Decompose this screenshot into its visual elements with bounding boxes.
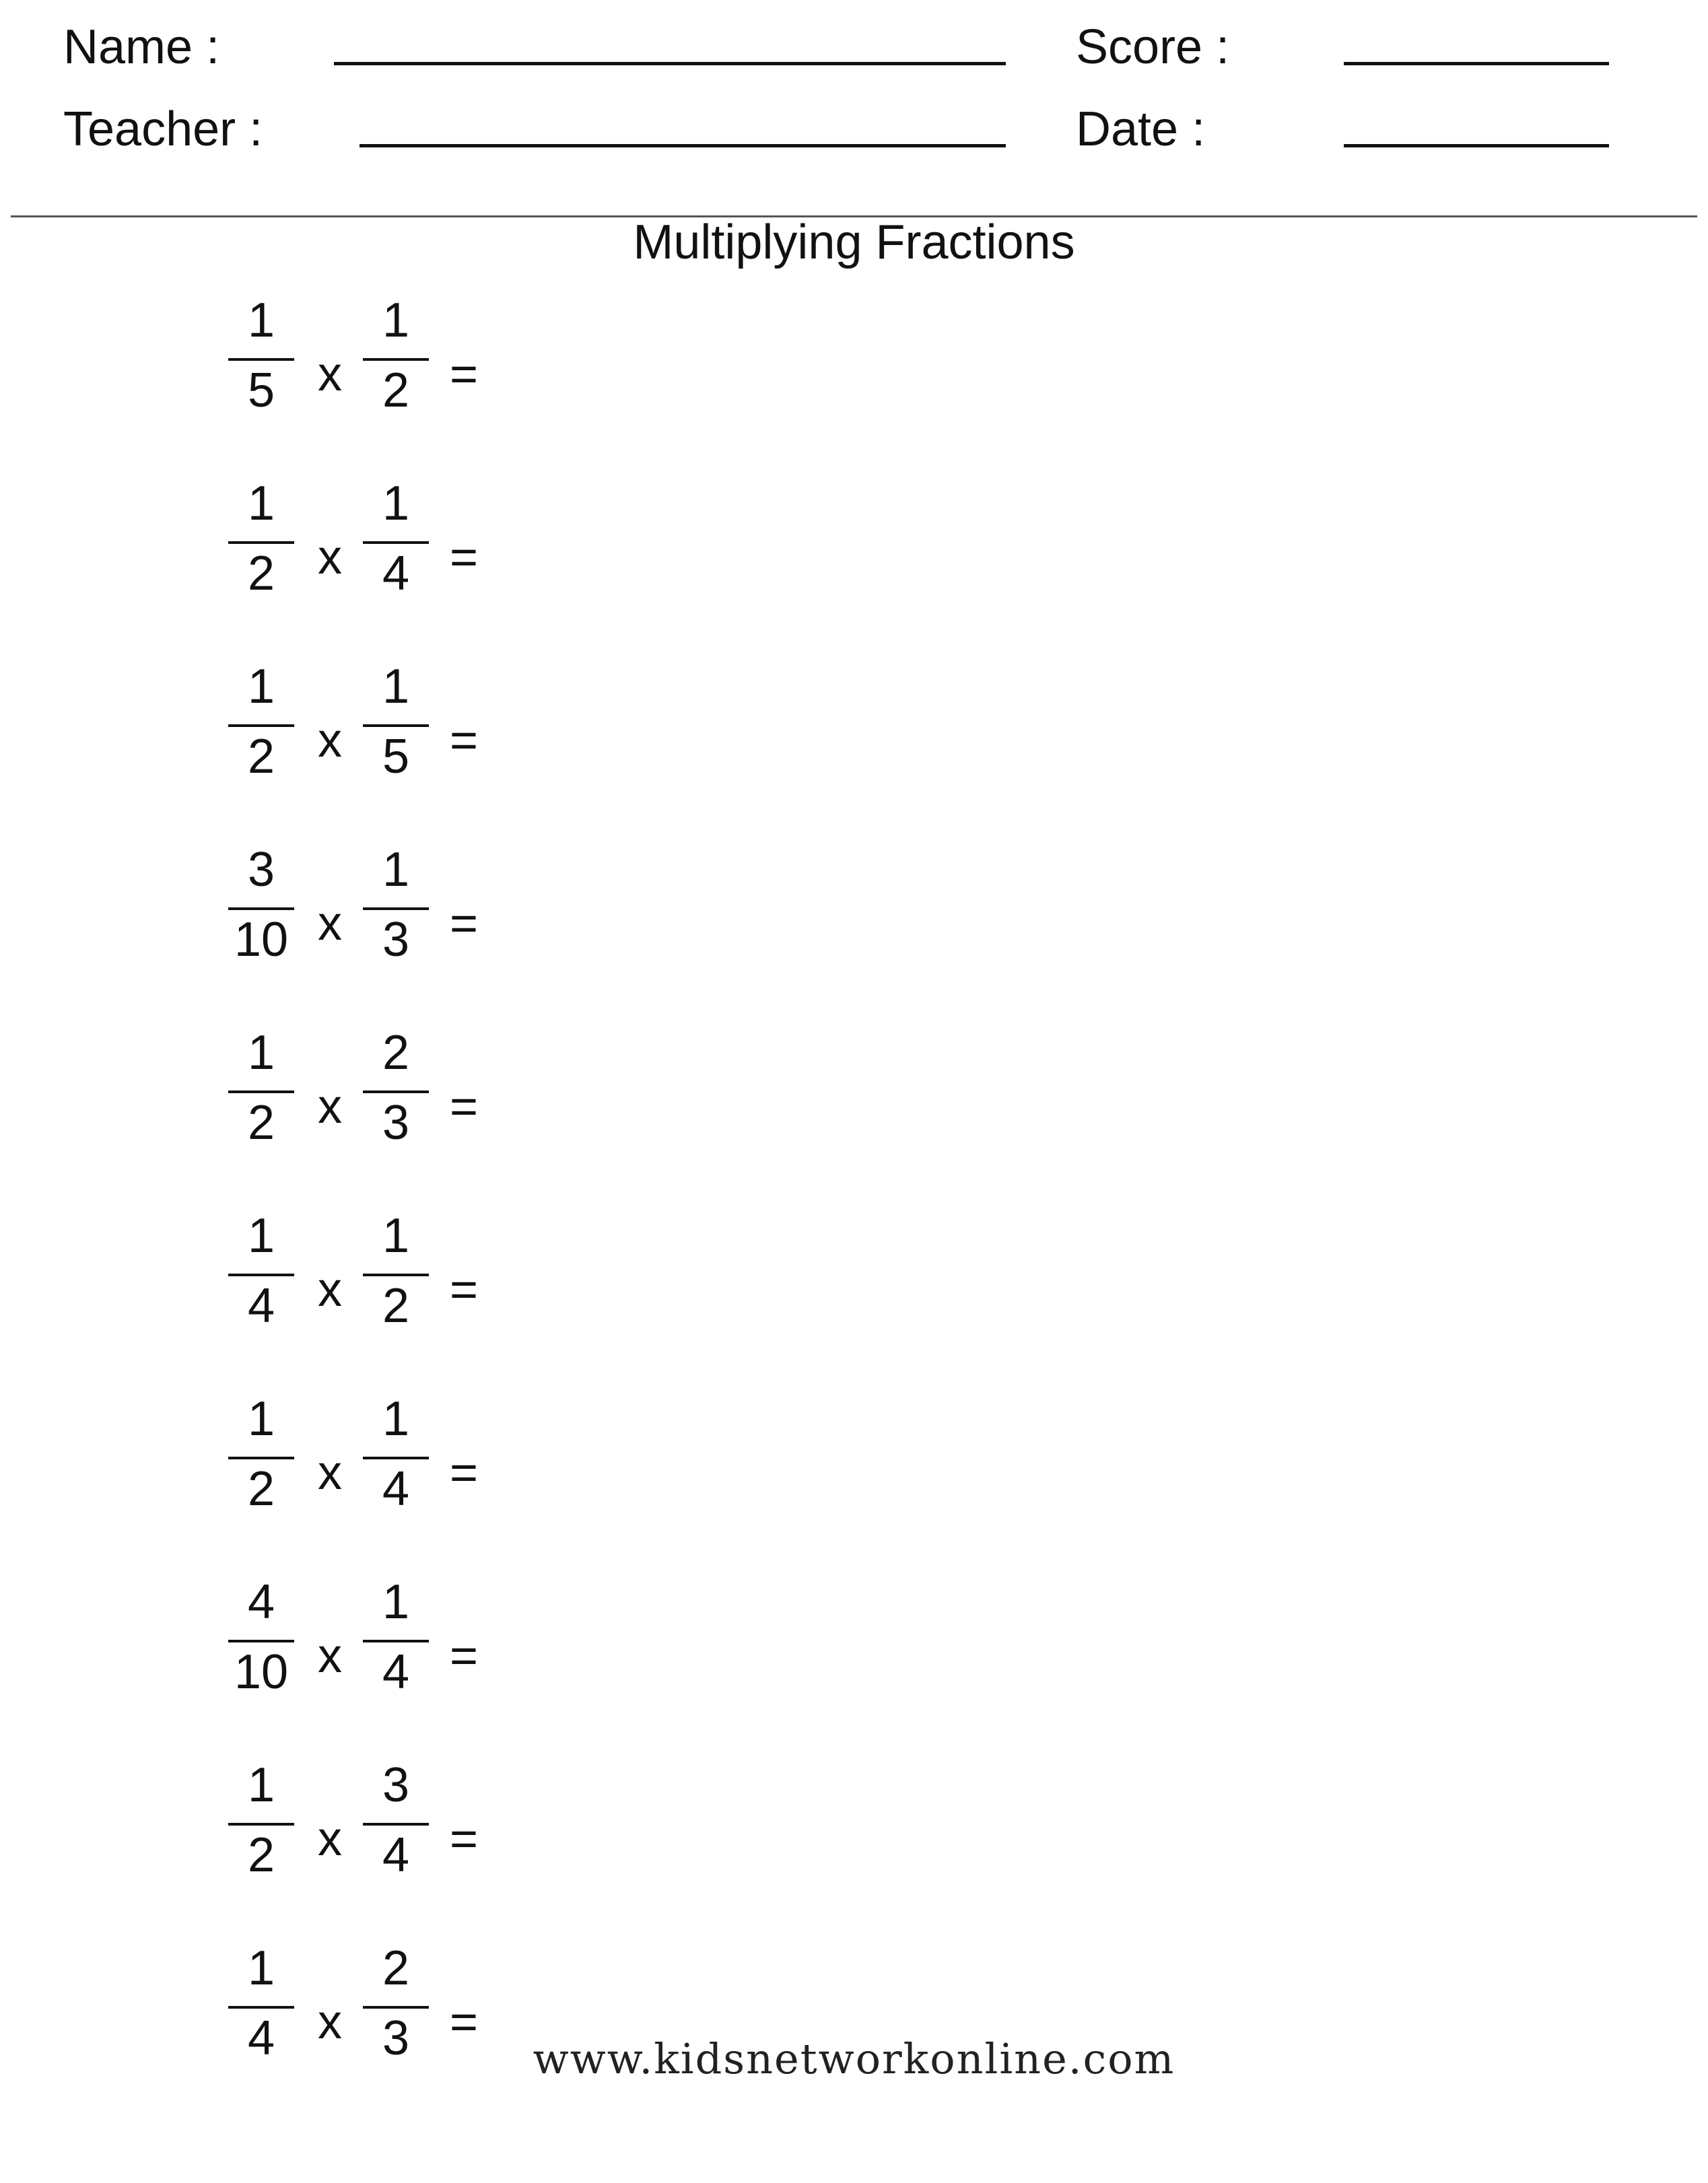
- fraction-b-numerator: 1: [382, 477, 410, 530]
- fraction-a-bar: [228, 1274, 294, 1276]
- fraction-b: [359, 293, 433, 417]
- fraction-a-numerator: 1: [247, 1941, 275, 1995]
- fraction-a-denominator: 2: [247, 1096, 275, 1150]
- fraction-b: [359, 1575, 433, 1699]
- fraction-a: [224, 293, 298, 417]
- fraction-b-denominator: 2: [382, 363, 410, 417]
- fraction-a-numerator: 1: [247, 1392, 275, 1446]
- fraction-b-denominator: 4: [382, 1462, 410, 1516]
- fraction-a-numerator: 4: [247, 1575, 275, 1629]
- fraction-b: [359, 662, 433, 784]
- fraction-a-bar: [228, 1457, 294, 1459]
- fraction-b: [359, 479, 433, 600]
- times-operator: x: [318, 1995, 342, 2049]
- times-operator: x: [318, 347, 342, 401]
- fraction-a-denominator: 4: [247, 1279, 275, 1333]
- fraction-a-numerator: 1: [247, 1758, 275, 1812]
- fraction-b-denominator: 4: [382, 547, 410, 600]
- fraction-a: [224, 1758, 298, 1882]
- fraction-b-numerator: 2: [382, 1026, 410, 1080]
- problem-item: [0, 1392, 606, 1583]
- fraction-b-numerator: 2: [382, 1941, 410, 1995]
- equals-operator: =: [450, 1995, 479, 2049]
- problem-item: [0, 1758, 606, 1949]
- name-label: Name :: [63, 20, 220, 74]
- problem-item: [0, 660, 606, 851]
- fraction-b-numerator: 1: [382, 1575, 410, 1629]
- fraction-a: [224, 845, 298, 967]
- fraction-a-bar: [228, 541, 294, 544]
- equals-operator: =: [450, 1629, 479, 1683]
- date-label: Date :: [1076, 102, 1206, 156]
- problem-item: [0, 477, 606, 668]
- score-label: Score :: [1076, 20, 1230, 74]
- fraction-a-denominator: 2: [247, 547, 275, 600]
- times-operator: x: [318, 714, 342, 767]
- fraction-b-bar: [363, 1090, 429, 1093]
- times-operator: x: [318, 1263, 342, 1317]
- fraction-b-numerator: 1: [382, 1209, 410, 1263]
- fraction-b-denominator: 3: [382, 913, 410, 967]
- fraction-b-denominator: 3: [382, 1096, 410, 1150]
- fraction-a-numerator: 1: [247, 477, 275, 530]
- equals-operator: =: [450, 897, 479, 950]
- fraction-b: [359, 845, 433, 967]
- problem-item: [0, 1026, 606, 1217]
- fraction-b-denominator: 3: [382, 2011, 410, 2065]
- equals-operator: =: [450, 1446, 479, 1500]
- fraction-b: [359, 1392, 433, 1516]
- equals-operator: =: [450, 347, 479, 401]
- equals-operator: =: [450, 1263, 479, 1317]
- times-operator: x: [318, 1080, 342, 1134]
- fraction-a-bar: [228, 1090, 294, 1093]
- equals-operator: =: [450, 530, 479, 584]
- fraction-a-numerator: 1: [247, 1026, 275, 1080]
- fraction-b-bar: [363, 1457, 429, 1459]
- teacher-field[interactable]: [360, 144, 1006, 147]
- problem-item: [0, 843, 606, 1034]
- score-field[interactable]: [1344, 62, 1609, 65]
- fraction-a-numerator: 3: [247, 843, 275, 897]
- fraction-b-bar: [363, 1274, 429, 1276]
- fraction-a-numerator: 1: [247, 660, 275, 714]
- fraction-a-denominator: 4: [247, 2011, 275, 2065]
- fraction-a-numerator: 1: [247, 1209, 275, 1263]
- fraction-a-bar: [228, 907, 294, 910]
- times-operator: x: [318, 1812, 342, 1866]
- fraction-b-numerator: 3: [382, 1758, 410, 1812]
- fraction-b: [359, 1026, 433, 1150]
- equals-operator: =: [450, 714, 479, 767]
- fraction-b-numerator: 1: [382, 660, 410, 714]
- fraction-b-bar: [363, 2006, 429, 2009]
- name-field[interactable]: [334, 62, 1006, 65]
- fraction-a-bar: [228, 724, 294, 727]
- fraction-a-denominator: 2: [247, 1462, 275, 1516]
- fraction-a: [224, 1209, 298, 1333]
- fraction-b-bar: [363, 907, 429, 910]
- fraction-b-numerator: 1: [382, 293, 410, 347]
- fraction-b-bar: [363, 1823, 429, 1826]
- teacher-label: Teacher :: [63, 102, 263, 156]
- equals-operator: =: [450, 1812, 479, 1866]
- fraction-b-denominator: 4: [382, 1645, 410, 1699]
- fraction-b-denominator: 4: [382, 1828, 410, 1882]
- times-operator: x: [318, 897, 342, 950]
- fraction-b-numerator: 1: [382, 1392, 410, 1446]
- problem-item: [0, 1209, 606, 1400]
- fraction-a-bar: [228, 2006, 294, 2009]
- page-title: Multiplying Fractions: [633, 215, 1075, 269]
- fraction-a-denominator: 10: [234, 1645, 289, 1699]
- fraction-a-bar: [228, 1640, 294, 1642]
- times-operator: x: [318, 530, 342, 584]
- fraction-a: [224, 479, 298, 600]
- fraction-b: [359, 1758, 433, 1882]
- fraction-a-denominator: 5: [247, 363, 275, 417]
- fraction-a-bar: [228, 358, 294, 361]
- fraction-b-bar: [363, 724, 429, 727]
- fraction-b-bar: [363, 1640, 429, 1642]
- fraction-b-numerator: 1: [382, 843, 410, 897]
- fraction-a: [224, 662, 298, 784]
- fraction-b: [359, 1209, 433, 1333]
- fraction-a: [224, 1026, 298, 1150]
- fraction-b-denominator: 2: [382, 1279, 410, 1333]
- problem-item: [0, 293, 606, 485]
- fraction-b-denominator: 5: [382, 730, 410, 784]
- fraction-a-denominator: 2: [247, 730, 275, 784]
- times-operator: x: [318, 1446, 342, 1500]
- fraction-a: [224, 1392, 298, 1516]
- fraction-a: [224, 1575, 298, 1699]
- fraction-b-bar: [363, 541, 429, 544]
- problem-item: [0, 1575, 606, 1766]
- fraction-b-bar: [363, 358, 429, 361]
- fraction-a-numerator: 1: [247, 293, 275, 347]
- date-field[interactable]: [1344, 144, 1609, 147]
- equals-operator: =: [450, 1080, 479, 1134]
- fraction-a-bar: [228, 1823, 294, 1826]
- footer-url: www.kidsnetworkonline.com: [533, 2034, 1175, 2083]
- fraction-a-denominator: 2: [247, 1828, 275, 1882]
- times-operator: x: [318, 1629, 342, 1683]
- fraction-a-denominator: 10: [234, 913, 289, 967]
